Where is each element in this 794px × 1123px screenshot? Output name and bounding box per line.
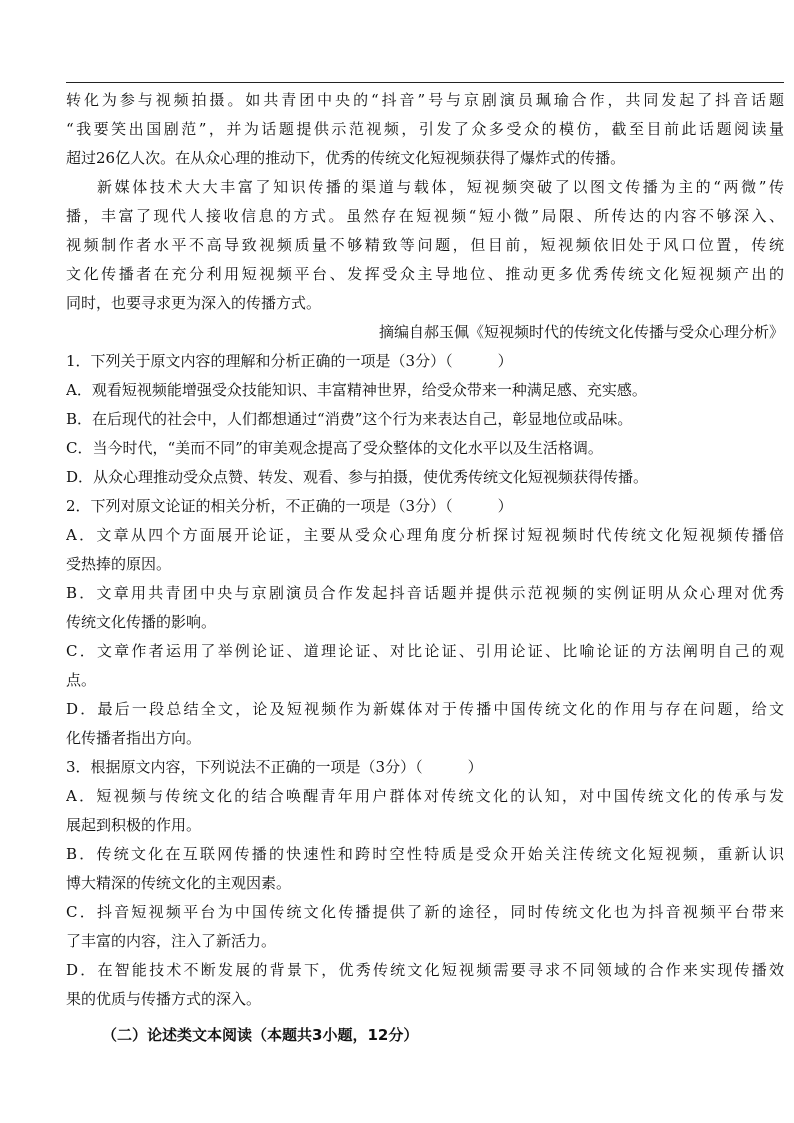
option-c-cont: 了丰富的内容，注入了新活力。 bbox=[66, 932, 277, 950]
text-line: 文化传播者在充分利用短视频平台、发挥受众主导地位、推动更多优秀传统文化短视频产出的 bbox=[66, 265, 784, 283]
section-heading: （二）论述类文本阅读（本题共3小题，12分） bbox=[102, 1026, 419, 1044]
text-line: 转化为参与视频拍摄。如共青团中央的“抖音”号与京剧演员珮瑜合作，共同发起了抖音话题 bbox=[66, 91, 784, 109]
option-c: C．文章作者运用了举例论证、道理论证、对比论证、引用论证、比喻论证的方法阐明自己的观 bbox=[66, 642, 784, 660]
option-b-cont: 博大精深的传统文化的主观因素。 bbox=[66, 874, 292, 892]
question-1 bbox=[66, 347, 784, 492]
option-d-cont: 果的优质与传播方式的深入。 bbox=[66, 990, 262, 1008]
option-b-cont: 传统文化传播的影响。 bbox=[66, 613, 217, 631]
option-a: A．短视频与传统文化的结合唤醒青年用户群体对传统文化的认知，对中国传统文化的传承与发 bbox=[66, 787, 784, 805]
option-a: A．文章从四个方面展开论证，主要从受众心理角度分析探讨短视频时代传统文化短视频传播倍 bbox=[66, 526, 784, 544]
option-d-cont: 化传播者指出方向。 bbox=[66, 729, 202, 747]
question-3 bbox=[66, 753, 784, 1014]
option-a-cont: 展起到积极的作用。 bbox=[66, 816, 202, 834]
option-d: D．从众心理推动受众点赞、转发、观看、参与拍摄，使优秀传统文化短视频获得传播。 bbox=[66, 468, 649, 486]
text-line: 视频制作者水平不高导致视频质量不够精致等问题，但目前，短视频依旧处于风口位置，传统 bbox=[66, 236, 784, 254]
question-stem: 3．根据原文内容，下列说法不正确的一项是（3分）（ ） bbox=[66, 758, 483, 776]
passage-block bbox=[66, 86, 784, 1050]
option-d: D．在智能技术不断发展的背景下，优秀传统文化短视频需要寻求不同领域的合作来实现传播效 bbox=[66, 961, 784, 979]
text-line: 播，丰富了现代人接收信息的方式。虽然存在短视频“短小微”局限、所传达的内容不够深入、 bbox=[66, 207, 784, 225]
text-line: 超过26亿人次。在从众心理的推动下，优秀的传统文化短视频获得了爆炸式的传播。 bbox=[66, 149, 626, 167]
question-stem: 2．下列对原文论证的相关分析，不正确的一项是（3分）（ ） bbox=[66, 497, 513, 515]
header-rule bbox=[66, 82, 784, 83]
option-a-cont: 受热捧的原因。 bbox=[66, 555, 172, 573]
option-b: B．文章用共青团中央与京剧演员合作发起抖音话题并提供示范视频的实例证明从众心理对优秀 bbox=[66, 584, 784, 602]
passage-paragraph-1 bbox=[66, 86, 784, 173]
source-citation: 摘编自郝玉佩《短视频时代的传统文化传播与受众心理分析》 bbox=[378, 323, 784, 341]
option-c-cont: 点。 bbox=[66, 671, 97, 689]
text-line: 新媒体技术大大丰富了知识传播的渠道与载体，短视频突破了以图文传播为主的“两微”传 bbox=[97, 178, 784, 196]
option-b: B．传统文化在互联网传播的快速性和跨时空性特质是受众开始关注传统文化短视频，重新认识 bbox=[66, 845, 784, 863]
option-b: B．在后现代的社会中，人们都想通过“消费”这个行为来表达自己，彰显地位或品味。 bbox=[66, 410, 633, 428]
option-c: C．抖音短视频平台为中国传统文化传播提供了新的途径，同时传统文化也为抖音视频平台带来 bbox=[66, 903, 784, 921]
option-d: D．最后一段总结全文，论及短视频作为新媒体对于传播中国传统文化的作用与存在问题，给文 bbox=[66, 700, 784, 718]
question-2 bbox=[66, 492, 784, 753]
option-a: A．观看短视频能增强受众技能知识、丰富精神世界，给受众带来一种满足感、充实感。 bbox=[66, 381, 647, 399]
passage-paragraph-2 bbox=[66, 173, 784, 318]
option-c: C．当今时代，“美而不同”的审美观念提高了受众整体的文化水平以及生活格调。 bbox=[66, 439, 603, 457]
question-stem: 1．下列关于原文内容的理解和分析正确的一项是（3分）（ ） bbox=[66, 352, 513, 370]
text-line: “我要笑出国剧范”，并为话题提供示范视频，引发了众多受众的模仿，截至目前此话题阅读量 bbox=[66, 120, 784, 138]
text-line: 同时，也要寻求更为深入的传播方式。 bbox=[66, 294, 322, 312]
